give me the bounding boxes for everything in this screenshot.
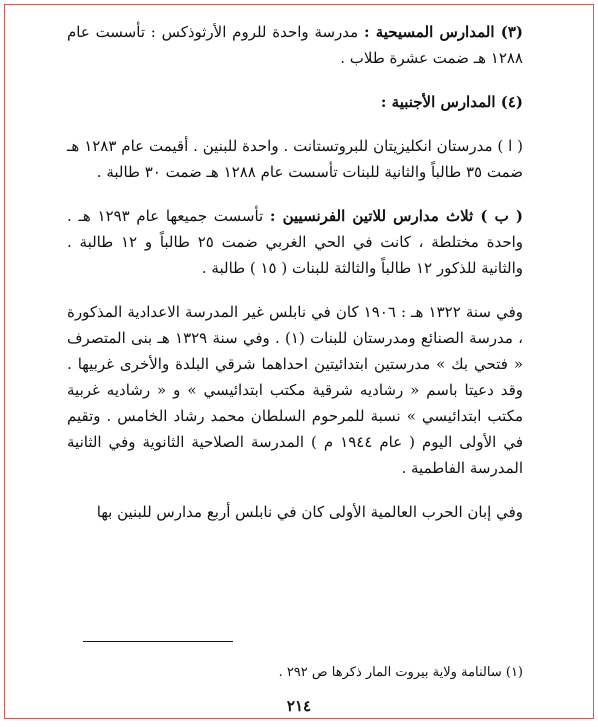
- page-number: ٢١٤: [286, 697, 312, 715]
- heading-foreign-schools: (٤) المدارس الأجنبية :: [380, 93, 523, 111]
- page-body: [67, 19, 523, 718]
- text-ww1: وفي إبان الحرب العالمية الأولى كان في نابلس أربع مدارس للبنين بها: [96, 503, 523, 521]
- heading-christian-schools: (٣) المدارس المسيحية :: [363, 23, 523, 41]
- paragraph-english-schools: [67, 133, 523, 185]
- footnote-divider: [83, 641, 233, 642]
- text-christian-schools: مدرسة واحدة للروم الأرثوذكس : تأسست عام ١٢٨٨ هـ ضمت عشرة طلاب .: [67, 23, 523, 67]
- paragraph-french-schools: [67, 203, 523, 281]
- footnote: (١) سالنامة ولاية بيروت المار ذكرها ص ٢٩٢ .: [278, 665, 523, 680]
- text-english-schools: ( ا ) مدرستان انكليزيتان للبروتستانت . واحدة للبنين . أقيمت عام ١٢٨٣ هـ ضمت ٣٥ طالباً والثانية للبنات تأسست عام ١٢٨٨ هـ ضمت ٣٠ طالبة .: [67, 137, 523, 181]
- heading-french-schools: ( ب ) ثلاث مدارس للاتين الفرنسيين :: [269, 207, 523, 225]
- page: [4, 4, 594, 719]
- paragraph-foreign-schools: [67, 89, 523, 115]
- paragraph-year-1322: [67, 299, 523, 481]
- paragraph-ww1: [67, 499, 523, 525]
- text-year-1322: وفي سنة ١٣٢٢ هـ : ١٩٠٦ كان في نابلس غير المدرسة الاعدادية المذكورة ، مدرسة الصنائع ومدرستان للبنات (١) . وفي سنة ١٣٢٩ هـ بنى المتصرف « فتحي بك » مدرستين ابتدائيتين احداهما شرقي البلدة والأخرى غربيها . وقد دعيتا باسم « رشاديه شرقية مكتب ابتدائيسي » و « رشاديه غربية مكتب ابتدائيسي » نسبة للمرحوم السلطان محمد رشاد الخامس . وتقيم في الأولى اليوم ( عام ١٩٤٤ م ) المدرسة الصلاحية الثانوية وفي الثانية المدرسة الفاطمية .: [67, 303, 523, 477]
- text-french-schools: تأسست جميعها عام ١٢٩٣ هـ . واحدة مختلطة ، كانت في الحي الغربي ضمت ٢٥ طالباً و ١٢ طالبة . والثانية للذكور ١٢ طالباً والثالثة للبنات ( ١٥ ) طالبة .: [67, 207, 524, 277]
- paragraph-christian-schools: [67, 19, 523, 71]
